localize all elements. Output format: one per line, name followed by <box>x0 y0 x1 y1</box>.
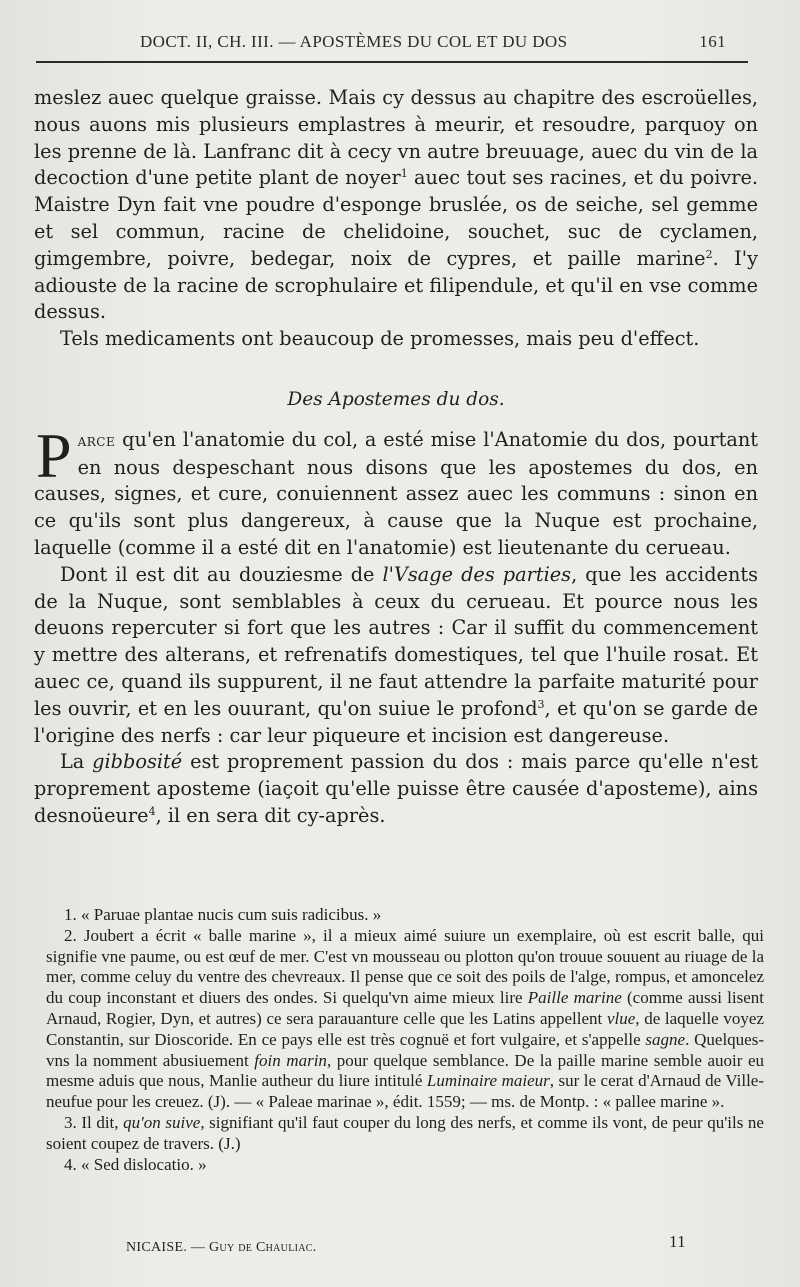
paragraph-3-text: qu'en l'anatomie du col, a esté mise l'Anatomie du dos, pourtant en nous despeschant nous disons que les apostemes du dos, en causes, signes, et cure, conuiennent assez auec les communs : sinon en ce qu'ils sont plus dangereux, à cause que la Nuque est prochaine, laquelle (comme il a esté dit en l'anatomie) est lieutenante du cerueau. <box>34 427 758 559</box>
footnote-2-text-d: . Quelques-vns la nomment abusiuement <box>46 1029 764 1070</box>
footnote-2-italic-5: Luminaire maieur <box>426 1071 550 1091</box>
footnote-ref-3: 3 <box>537 697 545 711</box>
footnote-ref-4: 4 <box>148 804 156 818</box>
footnote-2-text-c: , de laquelle voyez Constantin, sur Dioscoride. En ce pays elle est très cognuë et fort vulgaire, et s'appelle <box>46 1008 764 1049</box>
footnote-3-text-b: , signifiant qu'il faut couper du long des nerfs, et comme ils vont, de peur qu'ils ne soient coupez de travers. (J.) <box>46 1112 764 1153</box>
running-title: DOCT. II, CH. III. — APOSTÈMES DU COL ET DU DOS <box>140 32 568 51</box>
footnote-2-text-a: 2. Joubert a écrit « balle marine », il a mieux aimé suiure un exemplaire, où est escrit balle, qui signifie vne paume, ou est œuf de mer. C'est vn mousseau ou plotton qu'on trouue souuent au riuage de la mer, comme celuy du ventre des chevreaux. Il pense que ce soit des poils de l'alge, rompus, et amoncelez du coup inconstant et diuers des ondes. Si quelqu'vn aime mieux lire <box>46 925 764 1008</box>
paragraph-3 <box>34 419 758 562</box>
paragraph-1 <box>34 85 758 326</box>
paragraph-1-text-b: auec tout ses racines, et du poivre. Maistre Dyn fait vne poudre d'esponge bruslée, os de seiche, sel gemme et sel commun, racine de chelidoine, souchet, suc de cyclamen, gimgembre, poivre, bedegar, noix de cypres, et paille marine <box>34 166 759 270</box>
book-title: l'Vsage des parties <box>382 562 572 586</box>
footnote-3-text-a: 3. Il dit, <box>64 1112 124 1132</box>
paragraph-2: Tels medicaments ont beaucoup de promesses, mais peu d'effect. <box>60 327 700 351</box>
italic-term: gibbosité <box>92 750 183 774</box>
paragraph-4-text-a: Dont il est dit au douziesme de <box>60 562 383 586</box>
paragraph-4-text-c: , et qu'on se garde de l'origine des nerfs : car leur piqueure et incision est dangereuse. <box>34 696 759 747</box>
signature-mark: 11 <box>669 1232 686 1251</box>
footnote-3 <box>46 1113 764 1155</box>
footnote-1: 1. « Paruae plantae nucis cum suis radicibus. » <box>64 905 382 924</box>
footnote-3-italic: qu'on suive <box>123 1112 201 1132</box>
footnote-2-italic-3: sagne <box>645 1029 686 1049</box>
footnote-ref-1: 1 <box>400 167 408 181</box>
footnotes <box>46 905 764 1175</box>
footnote-ref-2: 2 <box>705 247 713 261</box>
footnote-2-italic-4: foin marin <box>254 1050 327 1070</box>
page-header <box>36 30 748 60</box>
drop-cap: P <box>36 419 72 491</box>
footnote-2 <box>46 926 764 1113</box>
small-caps-word: arce <box>77 430 116 450</box>
paragraph-4-text-b: , que les accidents de la Nuque, sont semblables à ceux du cerueau. Et pource nous les deuons repercuter si fort que les autres : Car il suffit du commencement y mettre des alterans, et refrenatifs domestiques, tel que l'huile rosat. Et auec ce, quand ils suppurent, il ne faut attendre la parfaite maturité pour les ouvrir, et en les ouurant, qu'on suiue le profond <box>34 562 759 720</box>
footnote-2-italic-1: Paille marine <box>527 988 622 1008</box>
header-rule <box>36 61 748 63</box>
page-number: 161 <box>699 32 726 51</box>
main-text <box>34 85 758 830</box>
paragraph-5-text-c: , il en sera dit cy-après. <box>155 803 386 827</box>
footnote-2-text-e: , pour quelque semblance. De la paille marine semble auoir eu mesme aduis que nous, Manlie autheur du liure intitulé <box>46 1050 765 1091</box>
paragraph-5-text-a: La <box>60 750 93 774</box>
footnote-2-text-b: (comme aussi lisent Arnaud, Rogier, Dyn, et autres) ce sera parauanture celle que les Latins appellent <box>46 988 765 1028</box>
paragraph-1-text-a: meslez auec quelque graisse. Mais cy dessus au chapitre des escroüelles, nous auons mis plusieurs emplastres à meurir, et resoudre, parquoy on les prenne de là. Lanfranc dit à cecy vn autre breuuage, auec du vin de la decoction d'une petite plant de noyer <box>34 86 758 190</box>
section-heading: Des Apostemes du dos. <box>287 388 505 410</box>
paragraph-4 <box>34 562 758 750</box>
printer-signature: NICAISE. — Guy de Chauliac. <box>126 1240 317 1255</box>
footnote-2-text-f: , sur le cerat d'Arnaud de Ville-neufue pour les creuez. (J). — « Paleae marinae », édit. 1559; — ms. de Montp. : « pallee marine ». <box>46 1071 764 1112</box>
footnote-2-italic-2: vlue <box>606 1008 636 1028</box>
paragraph-5 <box>34 749 758 829</box>
paragraph-5-text-b: est proprement passion du dos : mais parce qu'elle n'est proprement aposteme (iaçoit qu'elle puisse être causée d'aposteme), ains desnoüeure <box>34 750 758 827</box>
footnote-4: 4. « Sed dislocatio. » <box>64 1154 207 1174</box>
paragraph-1-text-c: . I'y adiouste de la racine de scrophulaire et filipendule, et qu'il en vse comme dessus. <box>34 246 758 324</box>
